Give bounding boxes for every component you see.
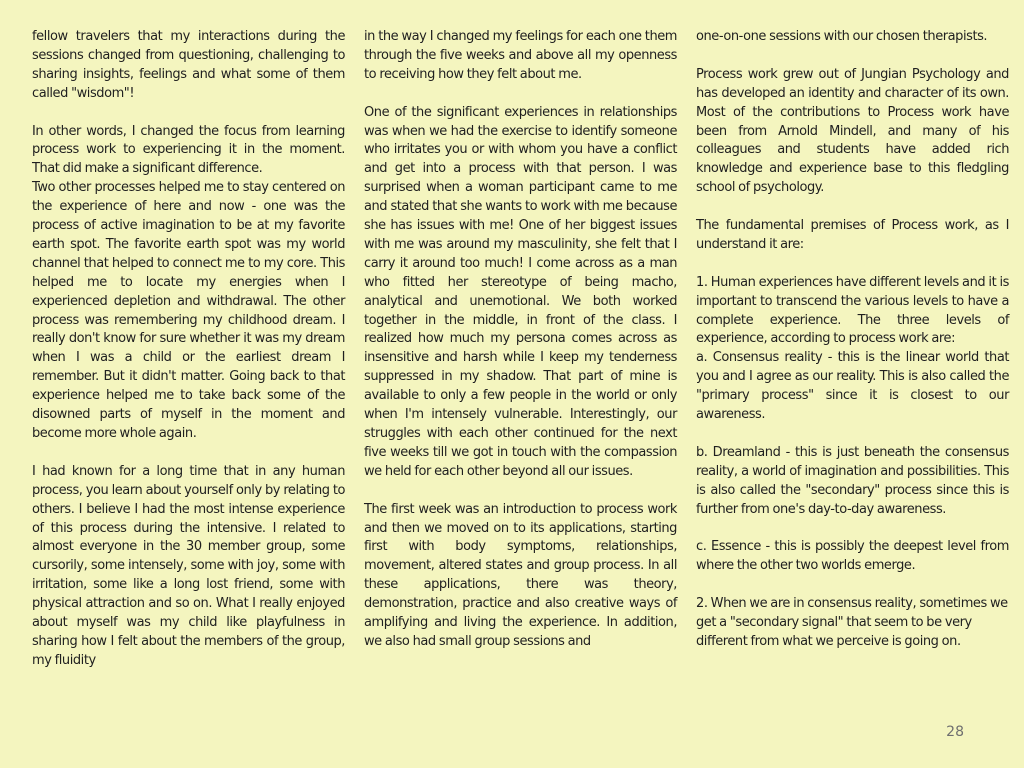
paragraph: In other words, I changed the focus from learning process work to experiencing it in the moment. That did make a significant difference.: [32, 123, 345, 177]
text-column-1: [32, 28, 345, 690]
paragraph: One of the significant experiences in relationships was when we had the exercise to identify someone who irritates you or with whom you have a conflict and get into a process with that person. I was surprised when a woman participant came to me and stated that she wants to work with me because she has issues with me! One of her biggest issues with me was around my masculinity, she felt that I carry it around too much! I come across as a man who fitted her stereotype of being macho, analytical and unemotional. We both worked together in the middle, in front of the class. I realized how much my persona comes across as insensitive and harsh while I keep my tenderness suppressed in my shadow. That part of mine is available to only a few people in the world or only when I'm intensely vulnerable. Interestingly, our struggles with each other continued for the next five weeks till we got in touch with the compassion we held for each other beyond all our issues.: [364, 104, 677, 479]
page-number: 28: [946, 724, 964, 740]
paragraph: I had known for a long time that in any human process, you learn about yourself only by relating to others. I believe I had the most intense experience of this process during the intensive. I related to almost everyone in the 30 member group, some cursorily, some intensely, some with joy, some with irritation, some like a long lost friend, some with physical attraction and so on. What I really enjoyed about myself was my child like playfulness in sharing how I felt about the members of the group, my fluidity: [32, 463, 345, 668]
paragraph: c. Essence - this is possibly the deepest level from where the other two worlds emerge.: [696, 539, 1009, 574]
paragraph: The first week was an introduction to process work and then we moved on to its applications, starting first with body symptoms, relationships, movement, altered states and group process. In all these applications, there was theory, demonstration, practice and also creative ways of amplifying and living the experience. In addition, we also had small group sessions and: [364, 501, 677, 649]
paragraph: 2. When we are in consensus reality, sometimes we get a "secondary signal" that seem to be very different from what we perceive is going on.: [696, 596, 1008, 649]
paragraph: Process work grew out of Jungian Psychology and has developed an identity and character of its own. Most of the contributions to Process work have been from Arnold Mindell, and many of his colleagues and students have added rich knowledge and experience base to this fledgling school of psychology.: [696, 66, 1009, 196]
paragraph: 1. Human experiences have different levels and it is important to transcend the various levels to have a complete experience. The three levels of experience, according to process work are:: [696, 274, 1009, 347]
text-column-2: [364, 28, 677, 671]
paragraph: The fundamental premises of Process work, as I understand it are:: [696, 218, 1009, 252]
paragraph: fellow travelers that my interactions during the sessions changed from questioning, challenging to sharing insights, feelings and what some of them called "wisdom"!: [32, 29, 345, 101]
paragraph: b. Dreamland - this is just beneath the consensus reality, a world of imagination and possibilities. This is also called the "secondary" process since this is further from one's day-to-day awareness.: [696, 444, 1009, 517]
paragraph: a. Consensus reality - this is the linear world that you and I agree as our reality. This is also called the "primary process" since it is closest to our awareness.: [696, 350, 1009, 423]
paragraph: in the way I changed my feelings for each one them through the five weeks and above all my openness to receiving how they felt about me.: [364, 29, 677, 82]
text-column-3: [696, 28, 1009, 671]
paragraph: one-on-one sessions with our chosen therapists.: [696, 29, 988, 44]
paragraph: Two other processes helped me to stay centered on the experience of here and now - one was the process of active imagination to be at my favorite earth spot. The favorite earth spot was my world channel that helped to connect me to my core. This helped me to locate my energies when I experienced depletion and withdrawal. The other process was remembering my childhood dream. I really don't know for sure whether it was my dream when I was a child or the earliest dream I remember. But it didn't matter. Going back to that experience helped me to take back some of the disowned parts of myself in the moment and become more whole again.: [32, 180, 345, 442]
